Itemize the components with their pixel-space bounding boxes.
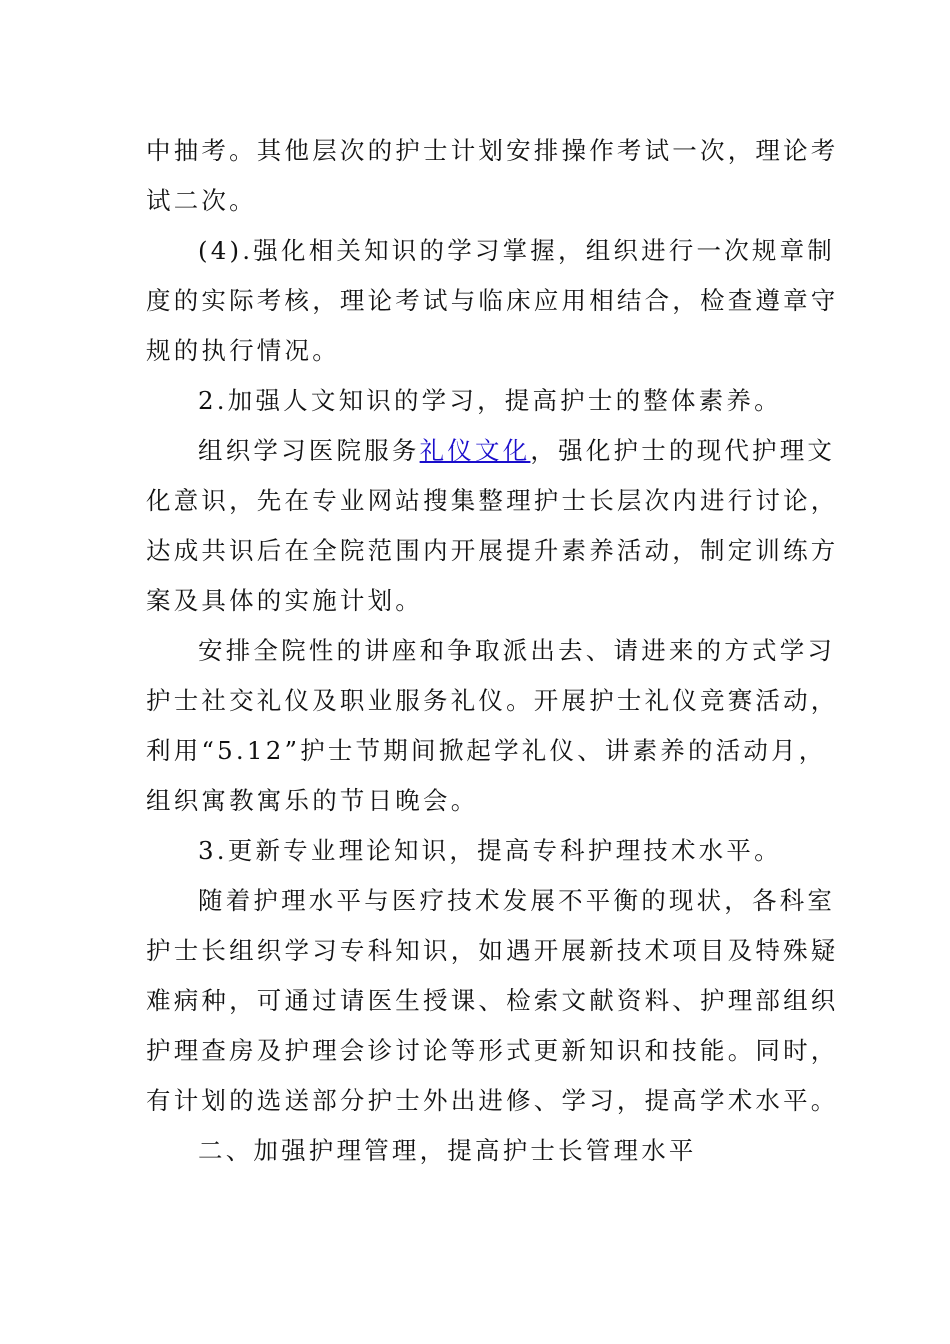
text-line: 组织寓教寓乐的节日晚会。 bbox=[146, 786, 479, 815]
paragraph-4-start: (4).强化相关知识的学习掌握，组织进行一次规章制 bbox=[198, 236, 835, 265]
document-body bbox=[146, 126, 839, 1176]
section-heading-3: 3.更新专业理论知识，提高专科护理技术水平。 bbox=[198, 836, 782, 865]
text-line: 护理查房及护理会诊讨论等形式更新知识和技能。同时， bbox=[146, 1036, 839, 1065]
section-heading-management: 二、加强护理管理，提高护士长管理水平 bbox=[198, 1136, 697, 1165]
paragraph-etiquette-start bbox=[146, 426, 836, 476]
text-span: 组织学习医院服务 bbox=[198, 436, 420, 465]
text-line: 达成共识后在全院范围内开展提升素养活动，制定训练方 bbox=[146, 536, 839, 565]
text-line: 利用“5.12”护士节期间掀起学礼仪、讲素养的活动月， bbox=[146, 736, 827, 765]
text-line: 度的实际考核，理论考试与临床应用相结合，检查遵章守 bbox=[146, 286, 839, 315]
text-line: 试二次。 bbox=[146, 186, 257, 215]
text-line: 中抽考。其他层次的护士计划安排操作考试一次，理论考 bbox=[146, 136, 839, 165]
text-line: 护士社交礼仪及职业服务礼仪。开展护士礼仪竞赛活动， bbox=[146, 686, 839, 715]
section-heading-2: 2.加强人文知识的学习，提高护士的整体素养。 bbox=[198, 386, 782, 415]
text-line: 有计划的选送部分护士外出进修、学习，提高学术水平。 bbox=[146, 1086, 839, 1115]
paragraph-specialty-start: 随着护理水平与医疗技术发展不平衡的现状，各科室 bbox=[198, 886, 836, 915]
paragraph-lectures-start: 安排全院性的讲座和争取派出去、请进来的方式学习 bbox=[198, 636, 836, 665]
text-line: 护士长组织学习专科知识，如遇开展新技术项目及特殊疑 bbox=[146, 936, 839, 965]
etiquette-culture-link[interactable]: 礼仪文化 bbox=[419, 436, 531, 465]
text-line: 难病种，可通过请医生授课、检索文献资料、护理部组织 bbox=[146, 986, 839, 1015]
text-span: ，强化护士的现代护理文 bbox=[530, 436, 836, 465]
text-line: 规的执行情况。 bbox=[146, 336, 340, 365]
text-line: 化意识，先在专业网站搜集整理护士长层次内进行讨论， bbox=[146, 486, 839, 515]
text-line: 案及具体的实施计划。 bbox=[146, 586, 423, 615]
